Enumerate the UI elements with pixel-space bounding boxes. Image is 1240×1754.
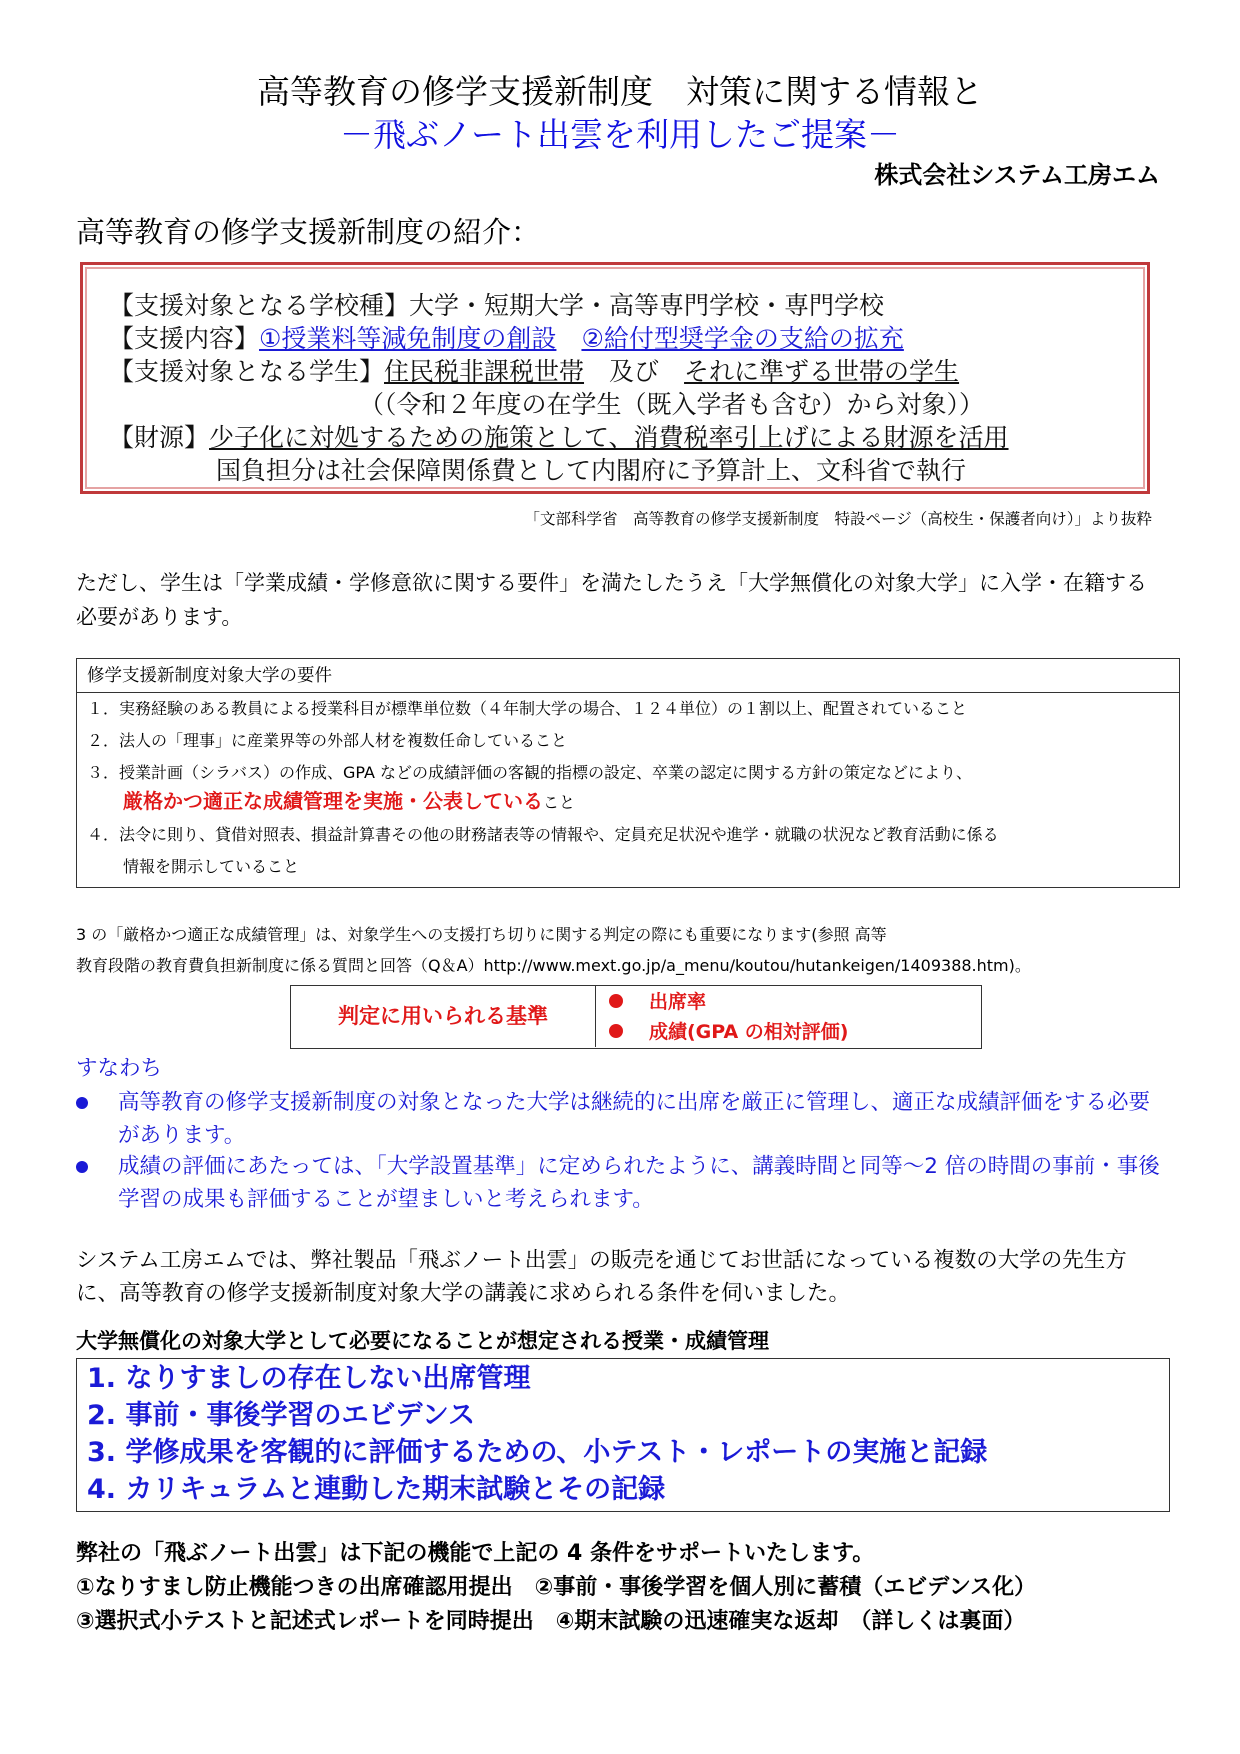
feature-line-2: ③選択式小テストと記述式レポートを同時提出 ④期末試験の迅速確実な返却 （詳しくは裏面） <box>76 1609 1026 1634</box>
bullet-item-2 <box>76 1150 1166 1216</box>
feature-line-1: ①なりすまし防止機能つきの出席確認用提出 ②事前・事後学習を個人別に蓄積（エビデンス化） <box>76 1575 1037 1600</box>
funding-budget: 国負担分は社会保障関係費として内閣府に予算計上、文科省で執行 <box>216 456 967 485</box>
survey-paragraph: システム工房エムでは、弊社製品「飛ぶノート出雲」の販売を通じてお世話になっている複数の大学の先生方に、高等教育の修学支援新制度対象大学の講義に求められる条件を伺いました。 <box>76 1248 1127 1306</box>
equivalent-households: それに準ずる世帯の学生 <box>684 357 960 386</box>
support-target-students <box>109 355 959 388</box>
requirements-title: 修学支援新制度対象大学の要件 <box>87 666 332 686</box>
judgement-label: 判定に用いられる基準 <box>291 986 596 1047</box>
funding-text: 少子化に対処するための施策として、消費税率引上げによる財源を活用 <box>209 423 1009 452</box>
judgement-criteria-box <box>290 985 982 1049</box>
list-item: 2. 事前・事後学習のエビデンス <box>87 1400 476 1431</box>
list-heading: 大学無償化の対象大学として必要になることが想定される授業・成績管理 <box>76 1329 769 1353</box>
bullet-text: 成績の評価にあたっては、「大学設置基準」に定められたように、講義時間と同等～2 倍の時間の事前・事後学習の成果も評価することが望ましいと考えられます。 <box>118 1154 1160 1212</box>
page-subtitle: －飛ぶノート出雲を利用したご提案－ <box>339 115 900 154</box>
eligibility-paragraph: ただし、学生は「学業成績・学修意欲に関する要件」を満たしたうえ「大学無償化の対象大学」に入学・在籍する必要があります。 <box>76 571 1147 629</box>
bullet-icon <box>76 1161 88 1173</box>
requirement-3: ３．授業計画（シラバス）の作成、GPA などの成績評価の客観的指標の設定、卒業の認定に関する方針の策定などにより、 <box>87 763 973 782</box>
requirement-4: ４．法令に則り、貸借対照表、損益計算書その他の財務諸表等の情報や、定員充足状況や進学・就職の状況など教育活動に係る <box>87 825 999 844</box>
criterion-grades <box>609 1018 848 1046</box>
bullet-icon <box>76 1097 88 1109</box>
source-citation: 「文部科学省 高等教育の修学支援新制度 特設ページ（高校生・保護者向け）」より抜粋 <box>524 510 1152 528</box>
requirement-2: ２．法人の「理事」に産業界等の外部人材を複数任命していること <box>87 731 568 750</box>
requirement-1: １．実務経験のある教員による授業科目が標準単位数（４年制大学の場合、１２４単位）の１割以上、配置されていること <box>87 699 968 718</box>
requirement-4-cont: 情報を開示していること <box>123 857 300 876</box>
requirements-box <box>76 658 1180 888</box>
target-year-note: （（令和２年度の在学生（既入学者も含む）から対象）） <box>359 390 985 419</box>
tuition-reduction-link[interactable]: ①授業料等減免制度の創設 <box>259 324 557 353</box>
target-students-label: 【支援対象となる学生】 <box>109 357 385 386</box>
bullet-icon <box>609 1024 623 1038</box>
management-requirements-list <box>76 1358 1170 1512</box>
conjunction: 及び <box>584 357 685 386</box>
support-school-types: 【支援対象となる学校種】大学・短期大学・高等専門学校・専門学校 <box>109 291 885 320</box>
support-content-label: 【支援内容】 <box>109 324 260 353</box>
support-content <box>109 322 904 355</box>
spacer <box>556 324 581 353</box>
funding-label: 【財源】 <box>109 423 210 452</box>
tax-exempt-households: 住民税非課税世帯 <box>384 357 585 386</box>
criterion-text: 出席率 <box>649 991 707 1013</box>
bullet-icon <box>609 994 623 1008</box>
bullet-item-1 <box>76 1086 1166 1152</box>
requirement-3-emphasis <box>123 789 575 815</box>
list-item: 3. 学修成果を客観的に評価するための、小テスト・レポートの実施と記録 <box>87 1437 988 1468</box>
note-line-2: 教育段階の教育費負担新制度に係る質問と回答（Q＆A）http://www.mext.go.jp/a_menu/koutou/hutankeigen/1409388.htm)。 <box>76 956 1031 975</box>
funding-source <box>109 421 1009 454</box>
intro-heading: 高等教育の修学支援新制度の紹介： <box>76 215 541 249</box>
criterion-attendance <box>609 988 706 1016</box>
scholarship-link[interactable]: ②給付型奨学金の支給の拡充 <box>581 324 904 353</box>
requirement-3-tail: こと <box>543 793 576 812</box>
note-line-1: 3 の「厳格かつ適正な成績管理」は、対象学生への支援打ち切りに関する判定の際にも重要になります(参照 高等 <box>76 925 887 944</box>
criterion-text: 成績(GPA の相対評価) <box>649 1021 849 1043</box>
support-summary-box <box>80 262 1150 494</box>
support-statement: 弊社の「飛ぶノート出雲」は下記の機能で上記の 4 条件をサポートいたします。 <box>76 1541 875 1566</box>
list-item: 1. なりすましの存在しない出席管理 <box>87 1363 531 1394</box>
divider <box>77 692 1179 693</box>
company-name: 株式会社システム工房エム <box>874 161 1160 189</box>
page-title: 高等教育の修学支援新制度 対策に関する情報と <box>257 72 983 111</box>
bullet-text: 高等教育の修学支援新制度の対象となった大学は継続的に出席を厳正に管理し、適正な成績評価をする必要があります。 <box>118 1090 1151 1148</box>
sunawachi-label: すなわち <box>76 1056 163 1081</box>
strict-grading-text: 厳格かつ適正な成績管理を実施・公表している <box>123 789 543 813</box>
list-item: 4. カリキュラムと連動した期末試験とその記録 <box>87 1474 666 1505</box>
